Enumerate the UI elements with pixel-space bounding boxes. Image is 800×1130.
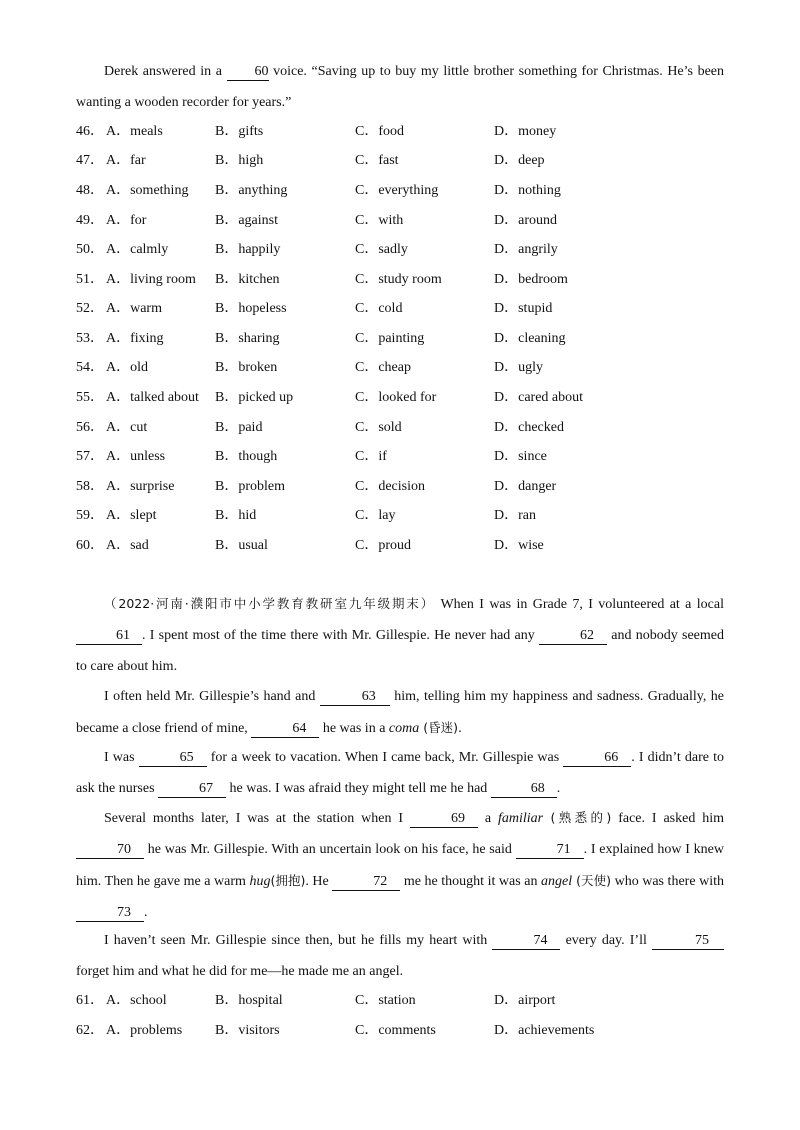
blank-66: 66 (563, 749, 631, 767)
option-d: D．cleaning (494, 331, 566, 346)
question-number: 48． (76, 183, 104, 198)
question-number: 52． (76, 301, 104, 316)
blank-60: 60 (227, 63, 269, 81)
blank-75: 75 (652, 932, 724, 950)
option-d: D．bedroom (494, 272, 568, 287)
option-a: A．far (106, 153, 146, 168)
word-angel: angel (541, 874, 573, 889)
word-hug: hug (249, 874, 271, 889)
text: for a week to vacation. When I came back, Mr. Gillespie was (206, 750, 564, 765)
question-number: 61． (76, 993, 104, 1008)
option-c: C．with (355, 213, 404, 228)
passage-paragraph-1 (76, 588, 724, 682)
passage-paragraph-4 (76, 802, 724, 928)
option-a: A．old (106, 360, 148, 375)
option-d: D．achievements (494, 1023, 595, 1038)
option-b: B．hid (215, 508, 257, 523)
text: . (556, 781, 561, 796)
text: . I explained how I knew him. Then he gave me a warm (76, 842, 724, 889)
text: . (144, 905, 148, 920)
question-number: 49． (76, 213, 104, 228)
question-number: 53． (76, 331, 104, 346)
blank-72: 72 (332, 873, 400, 891)
text: him, telling him my happiness and sadness. Gradually, he became a close friend of mine, (76, 689, 724, 736)
option-a: A．unless (106, 449, 166, 464)
text: I was (104, 750, 139, 765)
option-a: A．slept (106, 508, 157, 523)
option-d: D．angrily (494, 242, 558, 257)
option-a: A．calmly (106, 242, 169, 257)
question-number: 62． (76, 1023, 104, 1038)
option-b: B．gifts (215, 124, 264, 139)
question-number: 56． (76, 420, 104, 435)
option-c: C．sold (355, 420, 402, 435)
option-d: D．danger (494, 479, 557, 494)
blank-69: 69 (410, 810, 478, 828)
gloss: (天使) (572, 873, 612, 888)
option-a: A．something (106, 183, 189, 198)
question-number: 59． (76, 508, 104, 523)
passage-paragraph-5 (76, 925, 724, 987)
option-c: C．food (355, 124, 404, 139)
option-b: B．visitors (215, 1023, 280, 1038)
word-familiar: familiar (497, 811, 544, 826)
option-b: B．hopeless (215, 301, 287, 316)
option-d: D．airport (494, 993, 556, 1008)
option-c: C．fast (355, 153, 399, 168)
blank-64: 64 (251, 720, 319, 738)
text: he was in a (319, 721, 389, 736)
option-c: C．if (355, 449, 387, 464)
option-b: B．against (215, 213, 278, 228)
option-a: A．school (106, 993, 167, 1008)
option-d: D．around (494, 213, 557, 228)
option-c: C．comments (355, 1023, 436, 1038)
option-c: C．lay (355, 508, 396, 523)
text: Several months later, I was at the station when I (104, 811, 410, 826)
text: who was there with (611, 874, 724, 889)
text: face. I asked him (611, 811, 725, 826)
blank-63: 63 (320, 688, 390, 706)
option-c: C．cheap (355, 360, 411, 375)
option-c: C．painting (355, 331, 425, 346)
option-c: C．looked for (355, 390, 437, 405)
option-a: A．warm (106, 301, 162, 316)
option-a: A．cut (106, 420, 148, 435)
option-b: B．anything (215, 183, 288, 198)
blank-67: 67 (158, 780, 226, 798)
option-d: D．wise (494, 538, 544, 553)
blank-70: 70 (76, 841, 144, 859)
question-number: 47． (76, 153, 104, 168)
option-a: A．sad (106, 538, 149, 553)
option-a: A．problems (106, 1023, 183, 1038)
option-b: B．problem (215, 479, 285, 494)
option-c: C．decision (355, 479, 425, 494)
option-b: B．hospital (215, 993, 283, 1008)
option-c: C．sadly (355, 242, 408, 257)
question-number: 57． (76, 449, 104, 464)
option-d: D．deep (494, 153, 545, 168)
option-d: D．ran (494, 508, 536, 523)
question-number: 60． (76, 538, 104, 553)
blank-68: 68 (491, 780, 557, 798)
text: I often held Mr. Gillespie’s hand and (104, 689, 320, 704)
question-number: 51． (76, 272, 104, 287)
passage-paragraph-3 (76, 742, 724, 804)
blank-71: 71 (516, 841, 584, 859)
option-a: A．for (106, 213, 147, 228)
option-d: D．checked (494, 420, 564, 435)
source-note: （2022·河南·濮阳市中小学教育教研室九年级期末） (104, 596, 436, 611)
text: voice. “Saving up to buy my little brother something for Christmas. He’s been wanting a wooden recorder for years.” (76, 64, 724, 110)
option-b: B．usual (215, 538, 268, 553)
option-b: B．happily (215, 242, 281, 257)
blank-74: 74 (492, 932, 560, 950)
option-d: D．money (494, 124, 557, 139)
question-number: 55． (76, 390, 104, 405)
option-c: C．study room (355, 272, 442, 287)
text: forget him and what he did for me—he made me an angel. (76, 964, 404, 979)
option-a: A．living room (106, 272, 196, 287)
text: and nobody seemed to care about him. (76, 628, 724, 674)
option-d: D．since (494, 449, 547, 464)
question-number: 50． (76, 242, 104, 257)
option-c: C．everything (355, 183, 439, 198)
option-d: D．ugly (494, 360, 543, 375)
option-c: C．proud (355, 538, 411, 553)
option-c: C．cold (355, 301, 403, 316)
option-b: B．sharing (215, 331, 280, 346)
gloss: (拥抱) (270, 873, 306, 888)
text: When I was in Grade 7, I volunteered at a local (435, 597, 724, 612)
text: Derek answered in a (104, 64, 227, 79)
gloss: (熟悉的) (543, 810, 612, 825)
text: . I didn’t dare to ask the nurses (76, 750, 724, 796)
text: me he thought it was an (400, 874, 541, 889)
gloss: (昏迷). (419, 720, 462, 735)
option-d: D．cared about (494, 390, 584, 405)
option-b: B．paid (215, 420, 263, 435)
option-c: C．station (355, 993, 416, 1008)
word-coma: coma (388, 721, 420, 736)
text: every day. I’ll (560, 933, 652, 948)
text: he was Mr. Gillespie. With an uncertain look on his face, he said (144, 842, 516, 857)
question-number: 54． (76, 360, 104, 375)
passage-paragraph-top (76, 56, 724, 118)
option-b: B．kitchen (215, 272, 280, 287)
option-b: B．high (215, 153, 264, 168)
option-b: B．though (215, 449, 278, 464)
question-number: 58． (76, 479, 104, 494)
text: a (477, 811, 498, 826)
blank-73: 73 (76, 904, 144, 922)
option-a: A．meals (106, 124, 163, 139)
question-number: 46． (76, 124, 104, 139)
passage-paragraph-2 (76, 681, 724, 744)
blank-61: 61 (76, 627, 142, 645)
blank-62: 62 (539, 627, 607, 645)
text: I haven’t seen Mr. Gillespie since then, but he fills my heart with (104, 933, 493, 948)
text: he was. I was afraid they might tell me he had (226, 781, 491, 796)
option-d: D．nothing (494, 183, 561, 198)
option-b: B．broken (215, 360, 278, 375)
text: . I spent most of the time there with Mr. Gillespie. He never had any (142, 628, 540, 643)
option-d: D．stupid (494, 301, 553, 316)
option-b: B．picked up (215, 390, 294, 405)
option-a: A．surprise (106, 479, 175, 494)
option-a: A．fixing (106, 331, 164, 346)
text: . He (305, 874, 333, 889)
option-a: A．talked about (106, 390, 199, 405)
blank-65: 65 (139, 749, 207, 767)
